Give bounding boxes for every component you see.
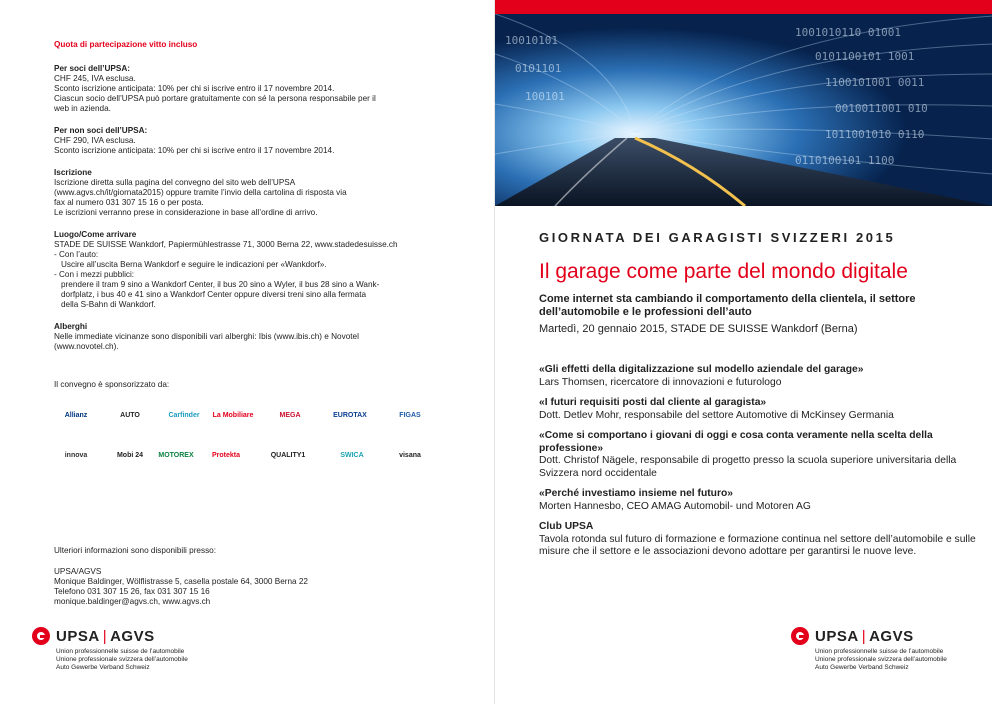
svg-text:1011001010 0110: 1011001010 0110	[825, 128, 925, 141]
venue-public-label: - Con i mezzi pubblici:	[54, 270, 135, 279]
info-column	[54, 40, 454, 364]
upsa-emblem-icon	[32, 627, 50, 645]
svg-text:1100101001 0011: 1100101001 0011	[825, 76, 925, 89]
sponsor-logo-figas: FIGAS	[399, 411, 421, 419]
sponsor-logo-innova: innova	[64, 451, 88, 459]
members-line: CHF 245, IVA esclusa.	[54, 74, 136, 83]
more-info-label: Ulteriori informazioni sono disponibili presso:	[54, 546, 217, 555]
hotels-heading: Alberghi	[54, 322, 88, 331]
non-members-section	[54, 126, 454, 156]
sponsor-logo-eurotax: EUROTAX	[333, 411, 367, 419]
talk-title: «Come si comportano i giovani di oggi e cosa conta veramente nella scelta della professione»	[539, 430, 933, 454]
registration-line: fax al numero 031 307 15 16 o per posta.	[54, 198, 204, 207]
brand-sub-line: Auto Gewerbe Verband Schweiz	[56, 664, 150, 671]
members-section	[54, 64, 454, 114]
registration-section	[54, 168, 454, 218]
non-members-heading: Per non soci dell’UPSA:	[54, 126, 148, 135]
svg-text:100101: 100101	[525, 90, 565, 103]
talk-speaker: Dott. Christof Nägele, responsabile di progetto presso la scuola superiore universitaria della Svizzera nord occidentale	[539, 455, 957, 479]
members-line: Sconto iscrizione anticipata: 10% per chi si iscrive entro il 17 novembre 2014.	[54, 84, 335, 93]
talk-item	[539, 364, 979, 389]
talk-speaker: Morten Hannesbo, CEO AMAG Automobil- und Motoren AG	[539, 500, 811, 512]
venue-car-label: - Con l’auto:	[54, 250, 99, 259]
talk-speaker: Dott. Detlev Mohr, responsabile del settore Automotive di McKinsey Germania	[539, 409, 894, 421]
sponsor-logo-protekta: Protekta	[211, 451, 240, 459]
event-label: GIORNATA DEI GARAGISTI SVIZZERI 2015	[539, 230, 896, 245]
subtitle-line: Come internet sta cambiando il comportamento della clientela, il settore	[539, 293, 916, 305]
sponsor-logo-mega: MEGA	[279, 411, 301, 419]
sponsor-logo-motorex: MOTOREX	[158, 451, 194, 459]
upsa-agvs-logo-right: UPSA | AGVS Union professionnelle suisse de l’automobile Unione professionale svizzera dell’automobile Auto Gewerbe Verband Schweiz	[791, 626, 981, 672]
right-page	[494, 0, 992, 704]
brand-sub-line: Unione professionale svizzera dell’automobile	[815, 656, 947, 663]
brand-sub-line: Unione professionale svizzera dell’automobile	[56, 656, 188, 663]
members-heading: Per soci dell’UPSA:	[54, 64, 130, 73]
contact-line: Telefono 031 307 15 26, fax 031 307 15 16	[54, 587, 210, 596]
talk-title: «Perché investiamo insieme nel futuro»	[539, 488, 733, 499]
talk-item	[539, 521, 979, 559]
sponsor-logo-auto: AUTO	[120, 411, 140, 419]
registration-line: Iscrizione diretta sulla pagina del convegno del sito web dell’UPSA	[54, 178, 296, 187]
sponsor-logo-visana: visana	[399, 451, 421, 459]
left-page	[0, 0, 490, 704]
non-members-line: CHF 290, IVA esclusa.	[54, 136, 136, 145]
contact-block	[54, 567, 308, 607]
members-line: web in azienda.	[54, 104, 111, 113]
sponsor-logo-carfinder: Carfinder	[168, 411, 200, 419]
digital-tunnel-image	[495, 14, 992, 206]
venue-public-line: prendere il tram 9 sino a Wankdorf Center, il bus 20 sino a Wyler, il bus 28 sino a Wank-	[61, 280, 380, 289]
talk-title: «Gli effetti della digitalizzazione sul modello aziendale del garage»	[539, 364, 864, 375]
talk-speaker: Tavola rotonda sul futuro di formazione e formazione continua nel settore dell’automobile e sulle misure che il settore e le associazioni devono adottare per garantirsi le nuove leve.	[539, 533, 976, 557]
event-date: Martedì, 20 gennaio 2015, STADE DE SUISSE Wankdorf (Berna)	[539, 323, 858, 335]
svg-text:10010101: 10010101	[505, 34, 558, 47]
registration-line: (www.agvs.ch/it/giornata2015) oppure tramite l’invio della cartolina di risposta via	[54, 188, 347, 197]
hotels-line: Nelle immediate vicinanze sono disponibili vari alberghi: Ibis (www.ibis.ch) e Novotel	[54, 332, 359, 341]
brand-name-agvs: AGVS	[110, 627, 155, 645]
contact-line: UPSA/AGVS	[54, 567, 102, 576]
venue-heading: Luogo/Come arrivare	[54, 230, 137, 239]
contact-line: monique.baldinger@agvs.ch, www.agvs.ch	[54, 597, 211, 606]
top-red-bar	[495, 0, 992, 14]
non-members-line: Sconto iscrizione anticipata: 10% per chi si iscrive entro il 17 novembre 2014.	[54, 146, 335, 155]
venue-car-text: Uscire all’uscita Berna Wankdorf e seguire le indicazioni per «Wankdorf».	[61, 260, 327, 269]
programme-list	[539, 364, 979, 567]
svg-text:0101100101 1001: 0101100101 1001	[815, 50, 915, 63]
sponsor-logo-mobi24: Mobi 24	[116, 451, 144, 459]
brand-sub-line: Union professionnelle suisse de l’automobile	[815, 648, 944, 655]
brand-sub-line: Union professionnelle suisse de l’automobile	[56, 648, 185, 655]
brand-name-agvs: AGVS	[869, 627, 914, 645]
sponsor-intro: Il convegno è sponsorizzato da:	[54, 380, 170, 389]
venue-address: STADE DE SUISSE Wankdorf, Papiermühlestrasse 71, 3000 Berna 22, www.stadedesuisse.ch	[54, 240, 398, 249]
svg-text:0010011001 010: 0010011001 010	[835, 102, 928, 115]
subtitle-line: dell’automobile e le professioni dell’auto	[539, 306, 752, 318]
hotels-section	[54, 322, 454, 352]
upsa-emblem-icon	[791, 627, 809, 645]
sponsor-logo-quality1: QUALITY1	[270, 451, 306, 459]
sponsor-logo-allianz: Allianz	[64, 411, 88, 419]
venue-public-line: dorfplatz, i bus 40 e 41 sino a Wankdorf Center oppure diversi treni sino alla fermata	[61, 290, 367, 299]
venue-section	[54, 230, 454, 310]
main-title: Il garage come parte del mondo digitale	[539, 260, 908, 283]
upsa-agvs-logo-left: UPSA | AGVS Union professionnelle suisse de l’automobile Unione professionale svizzera dell’automobile Auto Gewerbe Verband Schweiz	[32, 626, 222, 672]
brand-name-upsa: UPSA	[815, 627, 859, 645]
sponsor-logo-mobiliare: La Mobiliare	[212, 411, 254, 419]
talk-item	[539, 430, 979, 480]
svg-text:1001010110 01001: 1001010110 01001	[795, 26, 901, 39]
contact-line: Monique Baldinger, Wölflistrasse 5, casella postale 64, 3000 Berna 22	[54, 577, 308, 586]
brand-sub-line: Auto Gewerbe Verband Schweiz	[815, 664, 909, 671]
talk-title: «I futuri requisiti posti dal cliente al garagista»	[539, 397, 767, 408]
svg-text:0110100101 1100: 0110100101 1100	[795, 154, 895, 167]
talk-speaker: Lars Thomsen, ricercatore di innovazioni e futurologo	[539, 376, 782, 388]
venue-public-line: della S-Bahn di Wankdorf.	[61, 300, 156, 309]
registration-heading: Iscrizione	[54, 168, 92, 177]
talk-item	[539, 397, 979, 422]
svg-text:0101101: 0101101	[515, 62, 562, 75]
hotels-line: (www.novotel.ch).	[54, 342, 119, 351]
sponsor-logo-swica: SWICA	[340, 451, 364, 459]
fee-heading: Quota di partecipazione vitto incluso	[54, 40, 198, 49]
talk-title: Club UPSA	[539, 521, 594, 532]
subtitle	[539, 293, 969, 319]
members-line: Ciascun socio dell’UPSA può portare gratuitamente con sé la persona responsabile per il	[54, 94, 376, 103]
registration-line: Le iscrizioni verranno prese in considerazione in base all’ordine di arrivo.	[54, 208, 318, 217]
brand-name-upsa: UPSA	[56, 627, 100, 645]
talk-item	[539, 488, 979, 513]
